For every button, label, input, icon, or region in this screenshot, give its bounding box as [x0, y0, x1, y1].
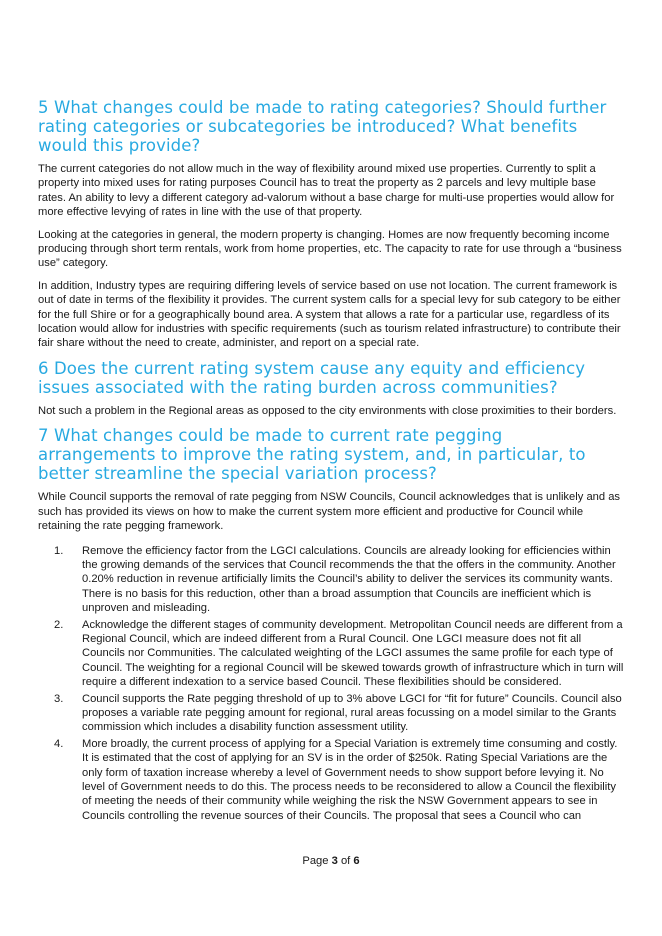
list-item — [54, 544, 624, 616]
page-label-prefix: Page — [302, 855, 332, 867]
section-5-heading: 5 What changes could be made to rating categories? Should further rating categories or subcategories be introduced? What benefits would this provide? — [38, 98, 607, 155]
section-5-paragraph-2: Looking at the categories in general, the modern property is changing. Homes are now frequently becoming income producing through short term rentals, work from home properties, etc. The capacity to rate for use through a “business use” category. — [38, 228, 622, 270]
section-7-paragraph-1: While Council supports the removal of rate pegging from NSW Councils, Council acknowledges that is unlikely and as such has provided its views on how to make the current system more efficient and productive for Council while retaining the rate pegging framework. — [38, 491, 621, 533]
page-total-number: 6 — [353, 855, 360, 867]
list-item — [54, 737, 624, 823]
list-item — [54, 692, 624, 735]
list-item-number: 3. — [54, 692, 64, 705]
page-label-of: of — [337, 855, 354, 867]
list-item-text: Remove the efficiency factor from the LGCI calculations. Councils are already looking for efficiencies within the growing demands of the services that Council recommends the that the offers in the community. Another 0.20% reduction in revenue artificially limits the Council’s ability to deliver the services its community wants. There is no basis for this reduction, other than a broad assumption that Councils are inefficient which is unproven and misleading. — [82, 544, 616, 615]
list-item — [54, 618, 624, 690]
section-6-paragraph-1: Not such a problem in the Regional areas as opposed to the city environments with close proximities to their borders. — [38, 404, 617, 417]
list-item-number: 4. — [54, 737, 64, 750]
page-current-number: 3 — [331, 855, 338, 867]
section-7-heading: 7 What changes could be made to current rate pegging arrangements to improve the rating system, and, in particular, to better streamline the special variation process? — [38, 426, 586, 484]
list-item-text: Acknowledge the different stages of community development. Metropolitan Council needs are different from a Regional Council, which are indeed different from a Rural Council. One LGCI measure does not fit all Councils nor Communities. The calculated weighting of the LGCI assumes the same profile for each type of Council. The weighting for a regional Council will be skewed towards growth of infrastructure which in turn will require a different indexation to a service based Council. These flexibilities should be considered. — [82, 618, 624, 689]
page-content — [38, 98, 624, 825]
page-footer — [0, 855, 662, 867]
section-7-list — [38, 544, 624, 824]
section-6-heading: 6 Does the current rating system cause any equity and efficiency issues associated with the rating burden across communities? — [38, 358, 586, 397]
list-item-text: Council supports the Rate pegging threshold of up to 3% above LGCI for “fit for future” Councils. Council also proposes a variable rate pegging amount for regional, rural areas focussing on a model similar to the Grants commission which includes a disability function assessment utility. — [82, 692, 622, 734]
list-item-number: 1. — [54, 544, 64, 557]
section-5-paragraph-3: In addition, Industry types are requiring differing levels of service based on use not location. The current framework is out of date in terms of the flexibility it provides. The current system calls for a special levy for sub category to be either for the full Shire or for a geographically bound area. A system that allows a rate for a particular use, regardless of its location would allow for industries with specific requirements (such as tourism related infrastructure) to contribute their fair share without the need to create, administer, and report on a special rate. — [38, 279, 621, 350]
list-item-number: 2. — [54, 618, 64, 631]
list-item-text: More broadly, the current process of applying for a Special Variation is extremely time consuming and costly. It is estimated that the cost of applying for an SV is in the order of $250k. Rating Special Variations are the only form of taxation increase whereby a level of Government needs to show support before levying it. No level of Government needs to do this. The process needs to be reconsidered to allow a Council the flexibility of meeting the needs of their community while weighing the risk the NSW Government appears to see in Councils controlling the revenue sources of their Councils. The proposal that sees a Council who can — [82, 737, 618, 822]
section-5-paragraph-1: The current categories do not allow much in the way of flexibility around mixed use properties. Currently to split a property into mixed uses for rating purposes Council has to treat the property as 2 parcels and levy multiple base rates. An ability to levy a different category ad-valorum without a base charge for multi-use properties would allow for more effective levying of rates in line with the use of that property. — [38, 163, 615, 219]
